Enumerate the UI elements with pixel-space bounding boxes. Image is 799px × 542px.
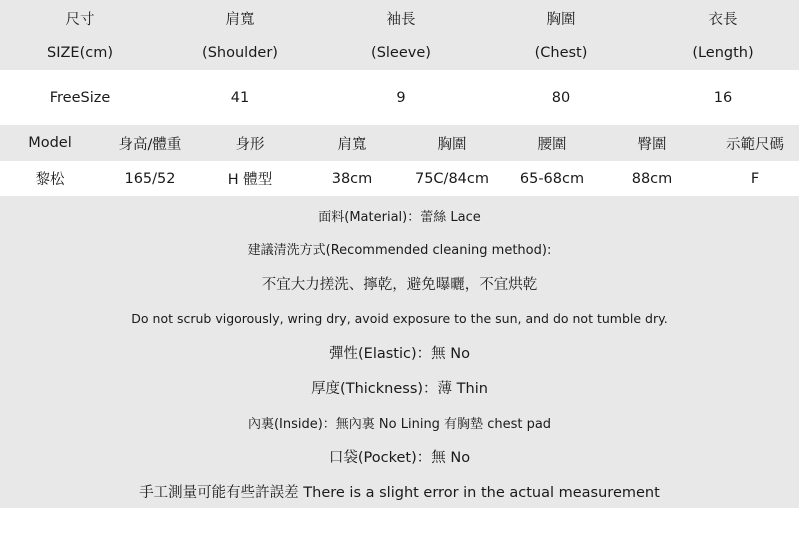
model-cell-height-weight: 165/52 bbox=[124, 170, 176, 187]
size-cell-chest: 80 bbox=[551, 89, 571, 106]
pocket-line: 口袋(Pocket)：無 No bbox=[328, 449, 471, 466]
size-header-sleeve-en: (Sleeve) bbox=[371, 45, 431, 61]
care-cn-line: 不宜大力搓洗、擰乾，避免曝曬，不宜烘乾 bbox=[261, 276, 538, 293]
size-header-chest-cn: 胸圍 bbox=[546, 11, 576, 28]
size-cell-length: 16 bbox=[713, 89, 733, 106]
model-header-hip: 臀圍 bbox=[637, 136, 667, 153]
size-header-size-cn: 尺寸 bbox=[65, 11, 95, 28]
model-cell-shoulder: 38cm bbox=[331, 170, 373, 187]
model-header-row bbox=[0, 125, 799, 161]
model-header-shoulder: 肩寬 bbox=[337, 136, 367, 153]
size-header-length-en: (Length) bbox=[692, 45, 754, 61]
model-header-size-worn: 示範尺碼 bbox=[726, 136, 784, 153]
size-header-shoulder-en: (Shoulder) bbox=[202, 45, 278, 61]
model-header-chest: 胸圍 bbox=[437, 136, 467, 153]
material-line: 面料(Material)：蕾絲 Lace bbox=[318, 209, 481, 225]
model-row bbox=[0, 161, 799, 196]
size-cell-sleeve: 9 bbox=[396, 89, 406, 106]
model-cell-size-worn: F bbox=[750, 170, 760, 187]
care-title-line: 建議清洗方式(Recommended cleaning method): bbox=[247, 242, 552, 258]
model-header-height-weight: 身高/體重 bbox=[118, 136, 182, 153]
size-header-cn-row bbox=[0, 0, 799, 36]
elastic-line: 彈性(Elastic)：無 No bbox=[329, 345, 470, 362]
model-header-body-shape: 身形 bbox=[235, 136, 265, 153]
model-cell-hip: 88cm bbox=[631, 170, 673, 187]
model-cell-name: 黎松 bbox=[35, 172, 65, 188]
inside-line: 內裏(Inside)：無內裏 No Lining 有胸墊 chest pad bbox=[247, 416, 552, 432]
size-cell-shoulder: 41 bbox=[230, 89, 250, 106]
size-header-en-row bbox=[0, 36, 799, 70]
model-cell-chest: 75C/84cm bbox=[414, 170, 489, 187]
size-header-length-cn: 衣長 bbox=[708, 11, 738, 28]
size-cell-size: FreeSize bbox=[49, 89, 111, 106]
model-header-waist: 腰圍 bbox=[537, 136, 567, 153]
measurement-note-line: 手工測量可能有些許誤差 There is a slight error in the actual measurement bbox=[139, 484, 660, 501]
size-header-chest-en: (Chest) bbox=[534, 45, 588, 61]
model-cell-waist: 65-68cm bbox=[519, 170, 585, 187]
model-cell-body-shape: H 體型 bbox=[227, 172, 273, 188]
size-header-sleeve-cn: 袖長 bbox=[386, 11, 416, 28]
model-header-model: Model bbox=[28, 135, 72, 151]
care-en-line: Do not scrub vigorously, wring dry, avoid exposure to the sun, and do not tumble dry. bbox=[131, 310, 668, 326]
size-header-size-en: SIZE(cm) bbox=[47, 45, 113, 61]
product-info-panel bbox=[0, 196, 799, 508]
size-row-freesize bbox=[0, 70, 799, 125]
size-header-shoulder-cn: 肩寬 bbox=[225, 11, 255, 28]
thickness-line: 厚度(Thickness)：薄 Thin bbox=[311, 380, 488, 397]
